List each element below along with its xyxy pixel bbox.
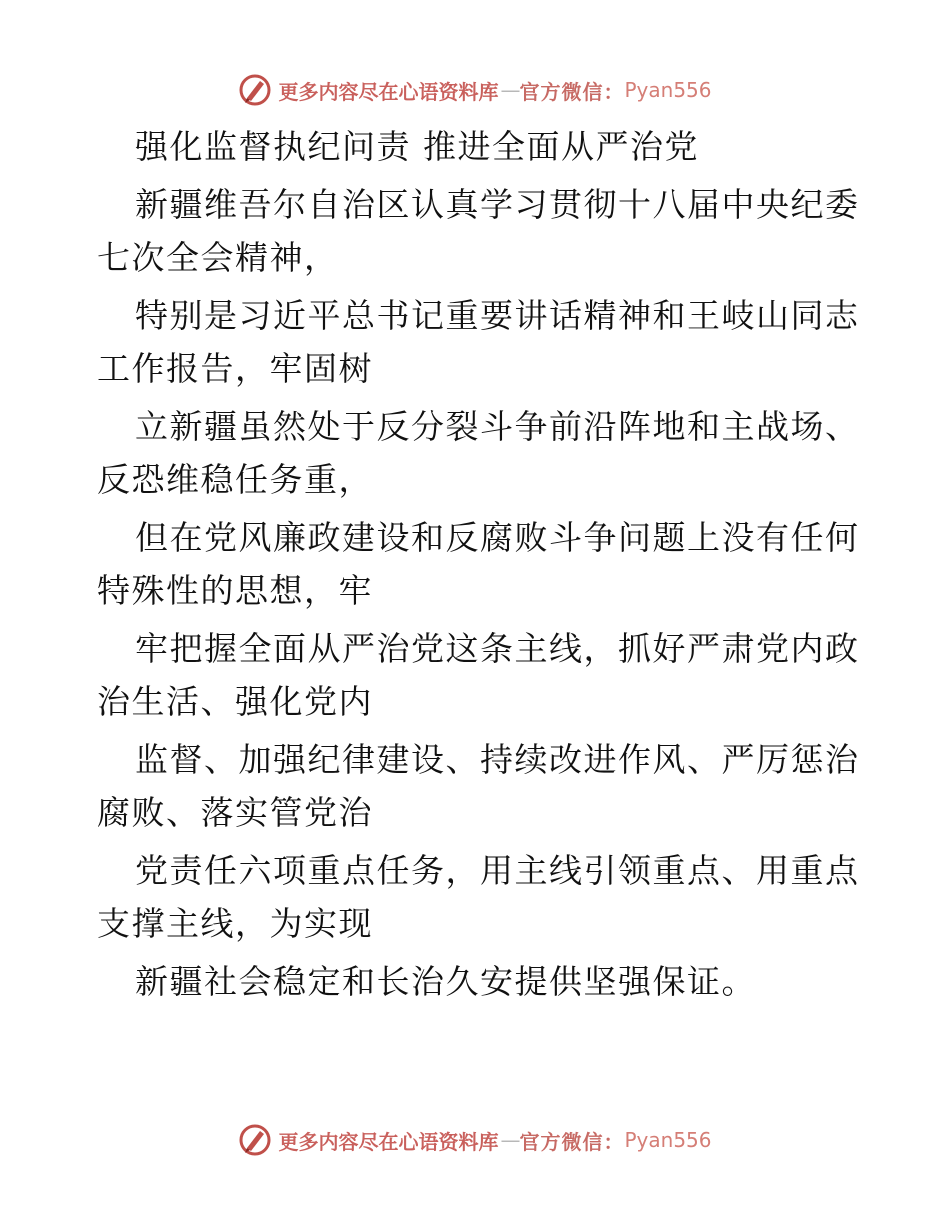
paragraph-line: 治生活、强化党内 [97,682,373,721]
banner-separator: — [500,1128,518,1152]
paragraph-line: 新疆社会稳定和长治久安提供坚强保证。 [135,962,756,1001]
official-wechat-label: 官方微信： [519,79,625,104]
paragraph-line: 新疆维吾尔自治区认真学习贯彻十八届中央纪委 [135,185,860,224]
paragraph-line: 七次全会精神， [97,238,339,277]
paragraph-line: 工作报告，牢固树 [97,349,373,388]
footer-banner [0,1120,950,1160]
promo-text: 更多内容尽在心语资料库 [278,1129,499,1154]
promo-text: 更多内容尽在心语资料库 [278,79,499,104]
pen-logo-icon [238,1123,272,1157]
paragraph-line: 特殊性的思想，牢 [97,571,373,610]
document-title: 强化监督执纪问责 推进全面从严治党 [135,127,699,166]
banner-separator: — [500,78,518,102]
paragraph-line: 监督、加强纪律建设、持续改进作风、严厉惩治 [135,740,860,779]
paragraph-line: 牢把握全面从严治党这条主线，抓好严肃党内政 [135,629,860,668]
paragraph-line: 党责任六项重点任务，用主线引领重点、用重点 [135,851,860,890]
official-wechat-label: 官方微信： [519,1129,625,1154]
wechat-id: Pyan556 [624,78,712,102]
paragraph-line: 特别是习近平总书记重要讲话精神和王岐山同志 [135,296,860,335]
paragraph-line: 腐败、落实管党治 [97,793,373,832]
document-body [97,120,860,1008]
pen-logo-icon [238,73,272,107]
paragraph-line: 支撑主线，为实现 [97,904,373,943]
header-banner [0,70,950,110]
wechat-id: Pyan556 [624,1128,712,1152]
paragraph-line: 立新疆虽然处于反分裂斗争前沿阵地和主战场、 [135,407,860,446]
paragraph-line: 但在党风廉政建设和反腐败斗争问题上没有任何 [135,518,860,557]
paragraph-line: 反恐维稳任务重， [97,460,373,499]
